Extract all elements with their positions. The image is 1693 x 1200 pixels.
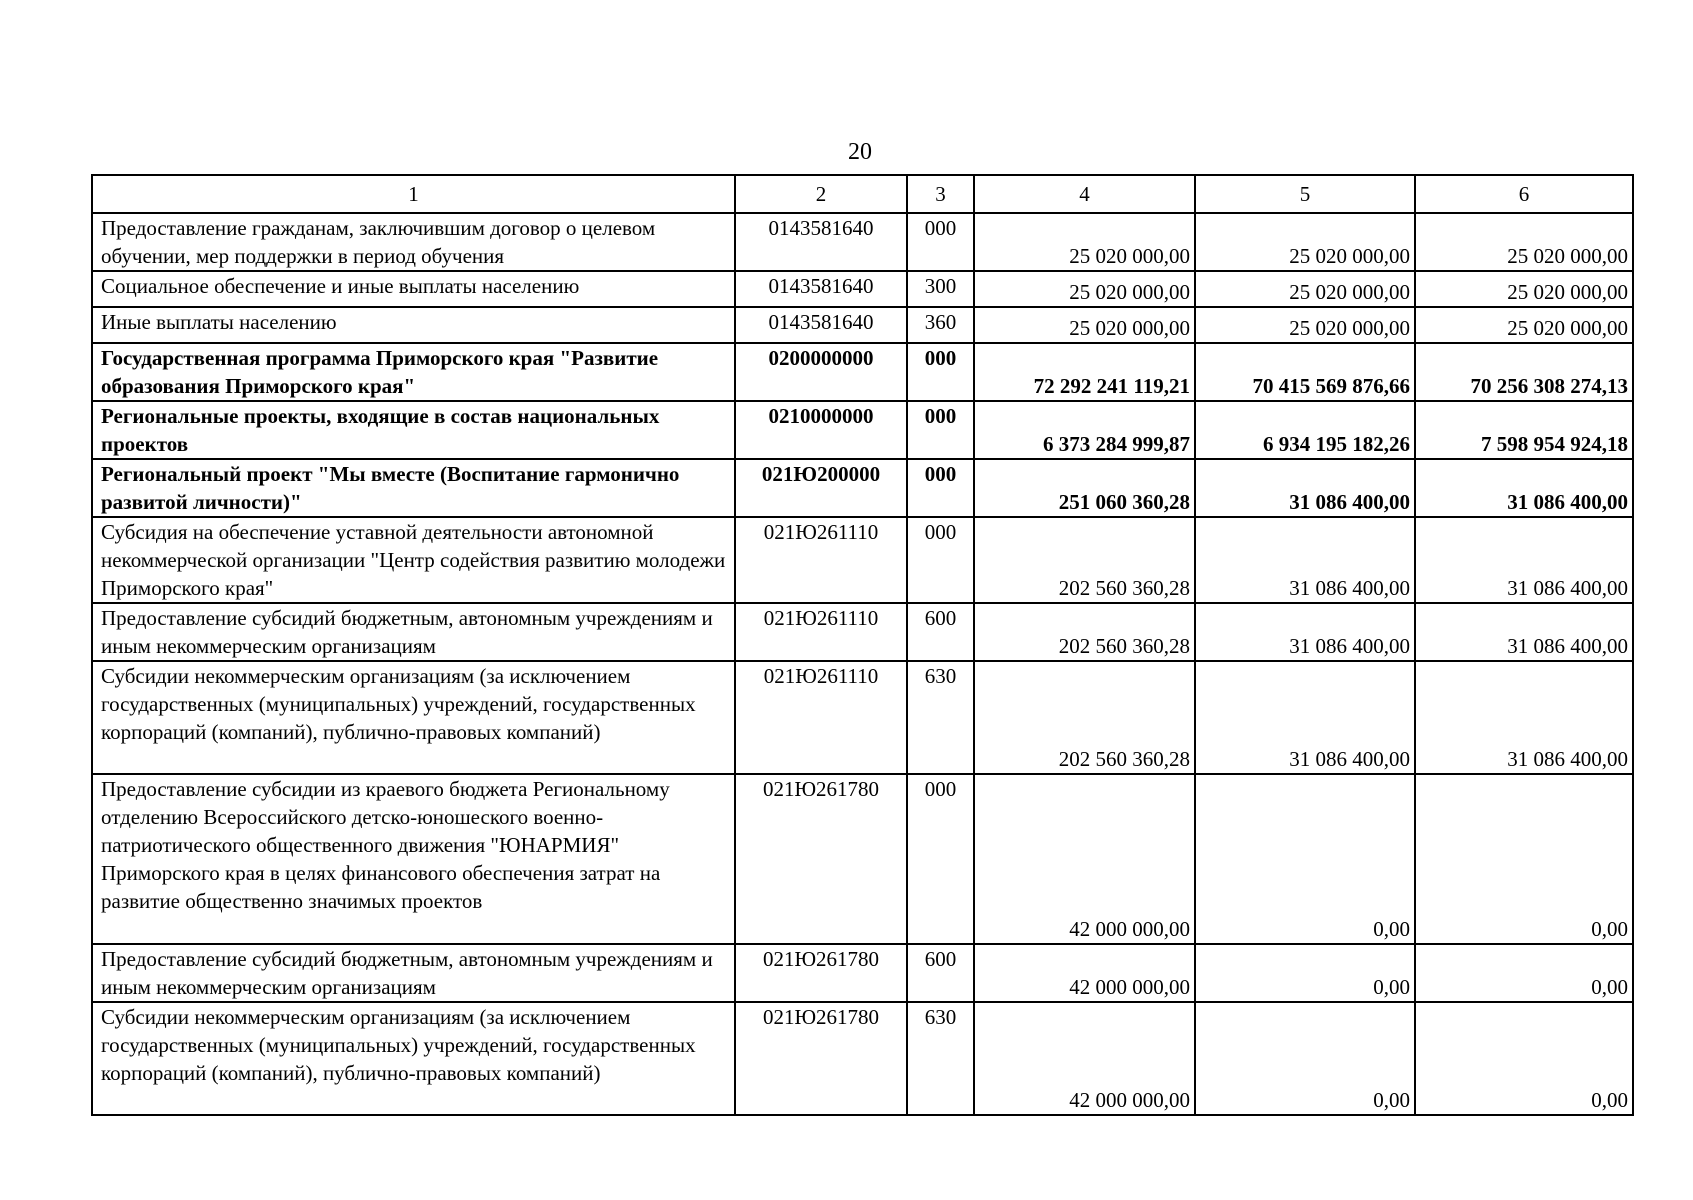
row-code-cell: 0143581640 xyxy=(735,213,907,271)
row-amount-col4-cell: 251 060 360,28 xyxy=(974,459,1195,517)
row-amount-col6-cell: 7 598 954 924,18 xyxy=(1415,401,1633,459)
row-amount-col6-cell: 31 086 400,00 xyxy=(1415,459,1633,517)
row-amount-col4-cell: 72 292 241 119,21 xyxy=(974,343,1195,401)
row-name-cell: Предоставление субсидий бюджетным, автономным учреждениям и иным некоммерческим организациям xyxy=(92,944,735,1002)
row-amount-col5-cell: 31 086 400,00 xyxy=(1195,517,1415,603)
row-code-cell: 021Ю261110 xyxy=(735,661,907,774)
row-amount-col6-cell: 70 256 308 274,13 xyxy=(1415,343,1633,401)
column-header: 1 xyxy=(92,175,735,213)
table-row xyxy=(92,661,1633,774)
table-row xyxy=(92,944,1633,1002)
row-amount-col6-cell: 0,00 xyxy=(1415,1002,1633,1115)
row-amount-col4-cell: 202 560 360,28 xyxy=(974,661,1195,774)
row-code-cell: 021Ю261110 xyxy=(735,517,907,603)
column-number-row xyxy=(92,175,1633,213)
row-expense-type-cell: 000 xyxy=(907,213,974,271)
row-expense-type-cell: 000 xyxy=(907,343,974,401)
row-amount-col6-cell: 25 020 000,00 xyxy=(1415,307,1633,343)
row-amount-col6-cell: 31 086 400,00 xyxy=(1415,517,1633,603)
row-amount-col4-cell: 202 560 360,28 xyxy=(974,517,1195,603)
row-amount-col5-cell: 25 020 000,00 xyxy=(1195,213,1415,271)
row-code-cell: 021Ю261780 xyxy=(735,944,907,1002)
row-amount-col5-cell: 0,00 xyxy=(1195,1002,1415,1115)
row-amount-col5-cell: 6 934 195 182,26 xyxy=(1195,401,1415,459)
table-row xyxy=(92,1002,1633,1115)
table-row xyxy=(92,774,1633,944)
row-amount-col5-cell: 31 086 400,00 xyxy=(1195,459,1415,517)
row-name-cell: Субсидии некоммерческим организациям (за исключением государственных (муниципальных) учреждений, государственных корпораций (компаний), публично-правовых компаний) xyxy=(92,661,735,774)
row-amount-col5-cell: 31 086 400,00 xyxy=(1195,603,1415,661)
row-amount-col6-cell: 31 086 400,00 xyxy=(1415,603,1633,661)
table-row xyxy=(92,213,1633,271)
row-name-cell: Предоставление субсидии из краевого бюджета Региональному отделению Всероссийского детско-юношеского военно-патриотического общественного движения "ЮНАРМИЯ" Приморского края в целях финансового обеспечения затрат на развитие общественно значимых проектов xyxy=(92,774,735,944)
column-header: 2 xyxy=(735,175,907,213)
row-expense-type-cell: 360 xyxy=(907,307,974,343)
row-expense-type-cell: 000 xyxy=(907,401,974,459)
row-expense-type-cell: 000 xyxy=(907,459,974,517)
row-name-cell: Субсидии некоммерческим организациям (за исключением государственных (муниципальных) учреждений, государственных корпораций (компаний), публично-правовых компаний) xyxy=(92,1002,735,1115)
row-code-cell: 0210000000 xyxy=(735,401,907,459)
row-amount-col6-cell: 0,00 xyxy=(1415,944,1633,1002)
row-amount-col5-cell: 0,00 xyxy=(1195,774,1415,944)
row-amount-col4-cell: 202 560 360,28 xyxy=(974,603,1195,661)
row-amount-col6-cell: 0,00 xyxy=(1415,774,1633,944)
page-number: 20 xyxy=(848,139,872,165)
row-code-cell: 021Ю261780 xyxy=(735,774,907,944)
row-name-cell: Государственная программа Приморского края "Развитие образования Приморского края" xyxy=(92,343,735,401)
row-code-cell: 0200000000 xyxy=(735,343,907,401)
row-expense-type-cell: 630 xyxy=(907,1002,974,1115)
column-header: 4 xyxy=(974,175,1195,213)
row-name-cell: Предоставление гражданам, заключившим договор о целевом обучении, мер поддержки в период обучения xyxy=(92,213,735,271)
row-expense-type-cell: 600 xyxy=(907,603,974,661)
row-amount-col5-cell: 70 415 569 876,66 xyxy=(1195,343,1415,401)
row-expense-type-cell: 600 xyxy=(907,944,974,1002)
row-amount-col5-cell: 31 086 400,00 xyxy=(1195,661,1415,774)
row-name-cell: Социальное обеспечение и иные выплаты населению xyxy=(92,271,735,307)
row-expense-type-cell: 000 xyxy=(907,774,974,944)
table-row xyxy=(92,343,1633,401)
row-code-cell: 021Ю261110 xyxy=(735,603,907,661)
table-row xyxy=(92,307,1633,343)
row-amount-col4-cell: 42 000 000,00 xyxy=(974,1002,1195,1115)
row-amount-col6-cell: 25 020 000,00 xyxy=(1415,271,1633,307)
column-header: 5 xyxy=(1195,175,1415,213)
row-name-cell: Региональные проекты, входящие в состав национальных проектов xyxy=(92,401,735,459)
row-name-cell: Иные выплаты населению xyxy=(92,307,735,343)
table-row xyxy=(92,401,1633,459)
row-code-cell: 021Ю200000 xyxy=(735,459,907,517)
row-name-cell: Региональный проект "Мы вместе (Воспитание гармонично развитой личности)" xyxy=(92,459,735,517)
row-code-cell: 021Ю261780 xyxy=(735,1002,907,1115)
table-row xyxy=(92,459,1633,517)
row-amount-col4-cell: 25 020 000,00 xyxy=(974,213,1195,271)
table-row xyxy=(92,271,1633,307)
row-amount-col4-cell: 6 373 284 999,87 xyxy=(974,401,1195,459)
row-amount-col6-cell: 31 086 400,00 xyxy=(1415,661,1633,774)
table-row xyxy=(92,517,1633,603)
row-expense-type-cell: 300 xyxy=(907,271,974,307)
row-expense-type-cell: 630 xyxy=(907,661,974,774)
row-name-cell: Субсидия на обеспечение уставной деятельности автономной некоммерческой организации "Центр содействия развитию молодежи Приморского края" xyxy=(92,517,735,603)
table-row xyxy=(92,603,1633,661)
column-header: 3 xyxy=(907,175,974,213)
budget-table xyxy=(91,174,1634,1116)
row-amount-col6-cell: 25 020 000,00 xyxy=(1415,213,1633,271)
row-amount-col4-cell: 25 020 000,00 xyxy=(974,271,1195,307)
row-code-cell: 0143581640 xyxy=(735,307,907,343)
row-amount-col5-cell: 25 020 000,00 xyxy=(1195,271,1415,307)
row-expense-type-cell: 000 xyxy=(907,517,974,603)
row-name-cell: Предоставление субсидий бюджетным, автономным учреждениям и иным некоммерческим организациям xyxy=(92,603,735,661)
row-amount-col4-cell: 25 020 000,00 xyxy=(974,307,1195,343)
row-code-cell: 0143581640 xyxy=(735,271,907,307)
row-amount-col4-cell: 42 000 000,00 xyxy=(974,774,1195,944)
row-amount-col5-cell: 25 020 000,00 xyxy=(1195,307,1415,343)
row-amount-col4-cell: 42 000 000,00 xyxy=(974,944,1195,1002)
column-header: 6 xyxy=(1415,175,1633,213)
row-amount-col5-cell: 0,00 xyxy=(1195,944,1415,1002)
